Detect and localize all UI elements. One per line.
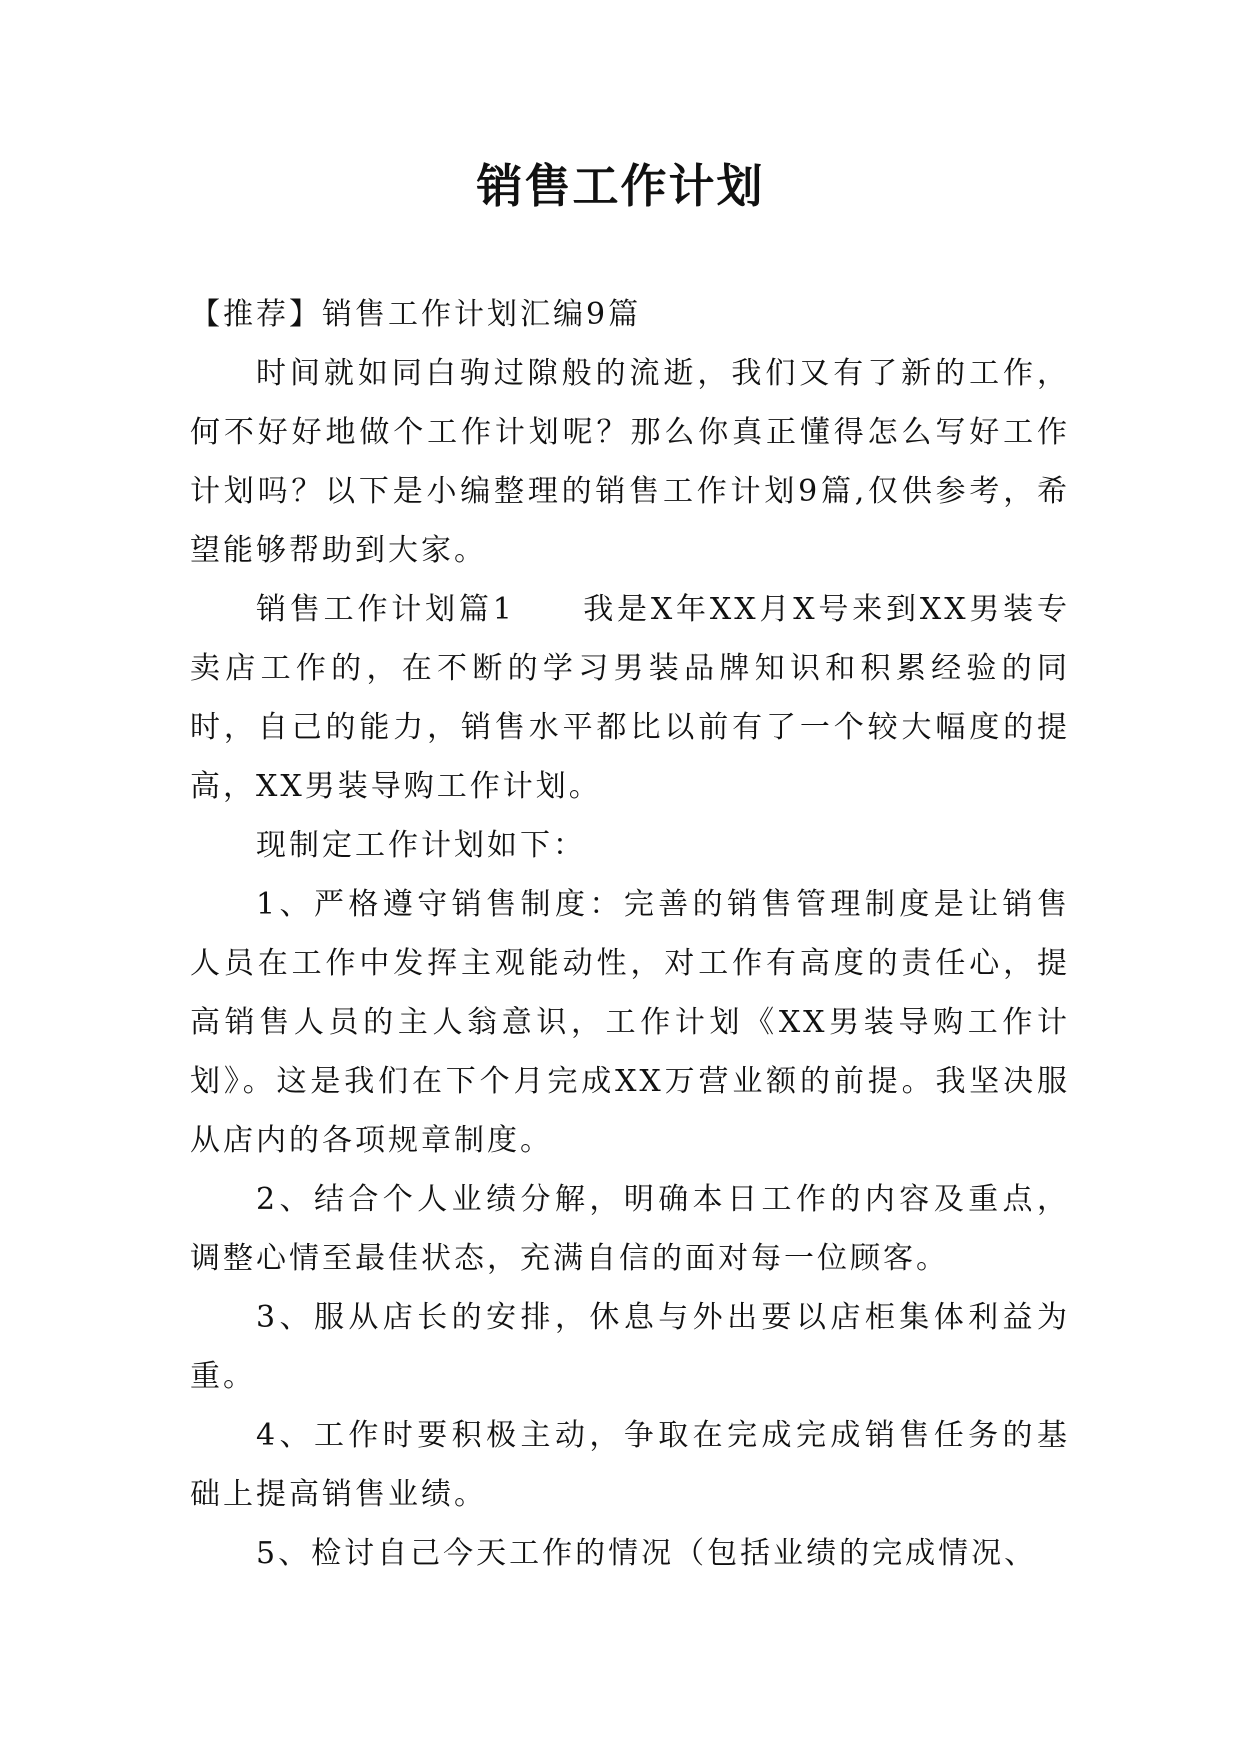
- item-2-paragraph: 2、结合个人业绩分解，明确本日工作的内容及重点，调整心情至最佳状态，充满自信的面对每一位顾客。: [190, 1182, 1070, 1276]
- plan-1-paragraph: 销售工作计划篇1 我是X年XX月X号来到XX男装专卖店工作的，在不断的学习男装品牌知识和积累经验的同时，自己的能力，销售水平都比以前有了一个较大幅度的提高，XX男装导购工作计划。: [190, 592, 1070, 804]
- document-title: 销售工作计划: [476, 159, 765, 213]
- item-1-paragraph: 1、严格遵守销售制度：完善的销售管理制度是让销售人员在工作中发挥主观能动性，对工作有高度的责任心，提高销售人员的主人翁意识，工作计划《XX男装导购工作计划》。这是我们在下个月完成XX万营业额的前提。我坚决服从店内的各项规章制度。: [190, 887, 1070, 1158]
- item-4-paragraph: 4、工作时要积极主动，争取在完成完成销售任务的基础上提高销售业绩。: [190, 1418, 1070, 1512]
- recommend-heading: 【推荐】销售工作计划汇编9篇: [190, 297, 642, 332]
- intro-paragraph: 时间就如同白驹过隙般的流逝，我们又有了新的工作，何不好好地做个工作计划呢？那么你真正懂得怎么写好工作计划吗？以下是小编整理的销售工作计划9篇,仅供参考，希望能够帮助到大家。: [190, 356, 1070, 568]
- item-3-paragraph: 3、服从店长的安排，休息与外出要以店柜集体利益为重。: [190, 1300, 1070, 1394]
- document-body: [190, 285, 1070, 1583]
- item-5-paragraph: 5、检讨自己今天工作的情况（包括业绩的完成情况、: [256, 1536, 1038, 1571]
- plan-lead-paragraph: 现制定工作计划如下：: [256, 828, 586, 863]
